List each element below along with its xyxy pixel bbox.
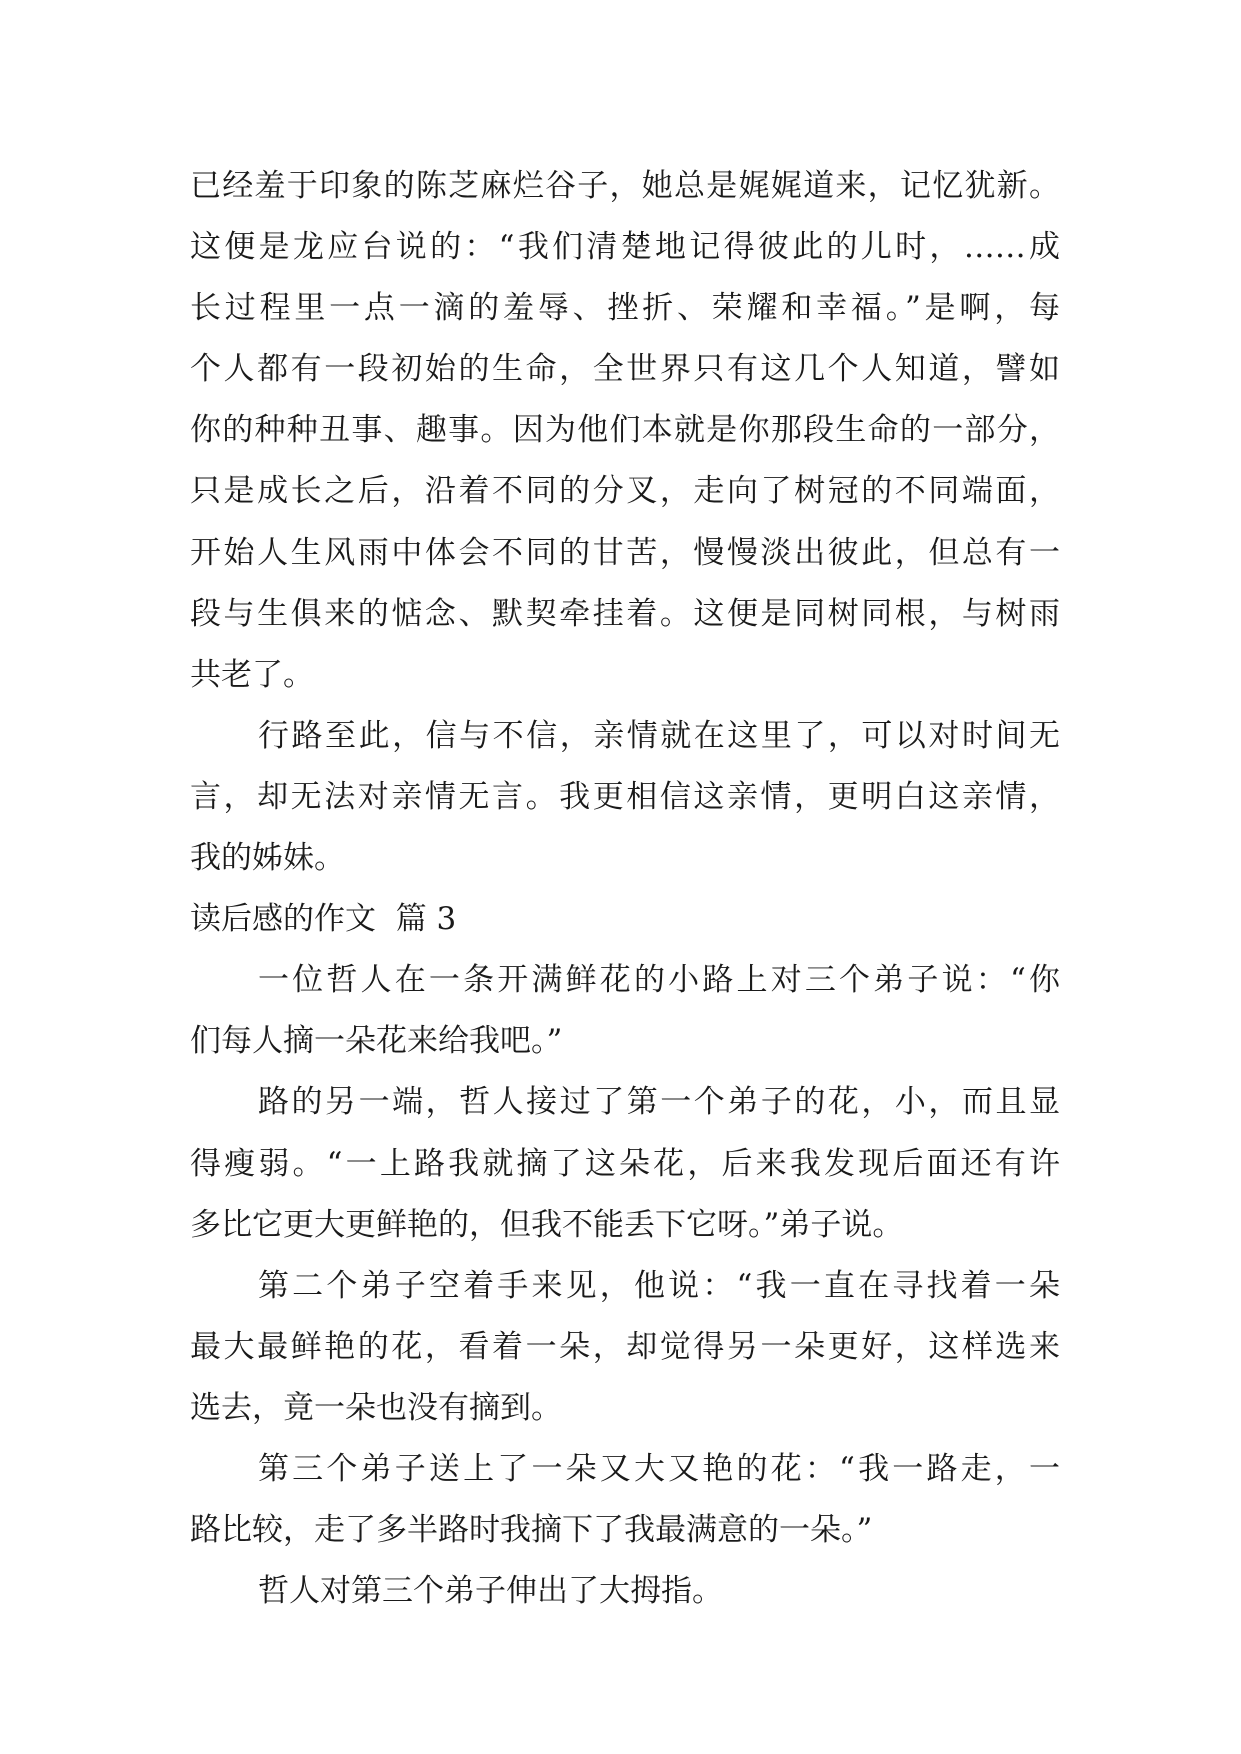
text-line: 第三个弟子送上了一朵又大又艳的花：“我一路走，一 <box>258 1450 1060 1487</box>
text-line: 行路至此，信与不信，亲情就在这里了，可以对时间无 <box>258 717 1060 754</box>
text-line: 最大最鲜艳的花，看着一朵，却觉得另一朵更好，这样选来 <box>190 1328 1060 1365</box>
text-line: 多比它更大更鲜艳的，但我不能丢下它呀。”弟子说。 <box>190 1206 904 1243</box>
text-line: 共老了。 <box>190 656 314 693</box>
text-line: 路比较，走了多半路时我摘下了我最满意的一朵。” <box>190 1512 873 1549</box>
text-line: 得瘦弱。“一上路我就摘了这朵花，后来我发现后面还有许 <box>190 1145 1060 1182</box>
text-line: 哲人对第三个弟子伸出了大拇指。 <box>258 1573 723 1610</box>
text-line: 第二个弟子空着手来见，他说：“我一直在寻找着一朵 <box>258 1267 1060 1304</box>
text-line: 路的另一端，哲人接过了第一个弟子的花，小，而且显 <box>258 1084 1060 1121</box>
text-line: 言，却无法对亲情无言。我更相信这亲情，更明白这亲情， <box>190 778 1060 815</box>
text-line: 你的种种丑事、趣事。因为他们本就是你那段生命的一部分， <box>190 412 1060 449</box>
text-line: 选去，竟一朵也没有摘到。 <box>190 1389 562 1426</box>
document-body <box>190 156 1060 1622</box>
text-line: 开始人生风雨中体会不同的甘苦，慢慢淡出彼此，但总有一 <box>190 534 1060 571</box>
text-line: 个人都有一段初始的生命，全世界只有这几个人知道，譬如 <box>190 351 1060 388</box>
section-heading: 读后感的作文 篇 3 <box>190 901 457 938</box>
text-line: 这便是龙应台说的：“我们清楚地记得彼此的儿时，……成 <box>190 229 1060 266</box>
text-line: 我的姊妹。 <box>190 840 345 877</box>
text-line: 只是成长之后，沿着不同的分叉，走向了树冠的不同端面， <box>190 473 1060 510</box>
text-line: 段与生俱来的惦念、默契牵挂着。这便是同树同根，与树雨 <box>190 595 1060 632</box>
text-line: 已经羞于印象的陈芝麻烂谷子，她总是娓娓道来，记忆犹新。 <box>190 168 1060 204</box>
text-line: 们每人摘一朵花来给我吧。” <box>190 1023 563 1060</box>
text-line: 长过程里一点一滴的羞辱、挫折、荣耀和幸福。”是啊，每 <box>190 290 1060 327</box>
text-line: 一位哲人在一条开满鲜花的小路上对三个弟子说：“你 <box>258 962 1060 999</box>
